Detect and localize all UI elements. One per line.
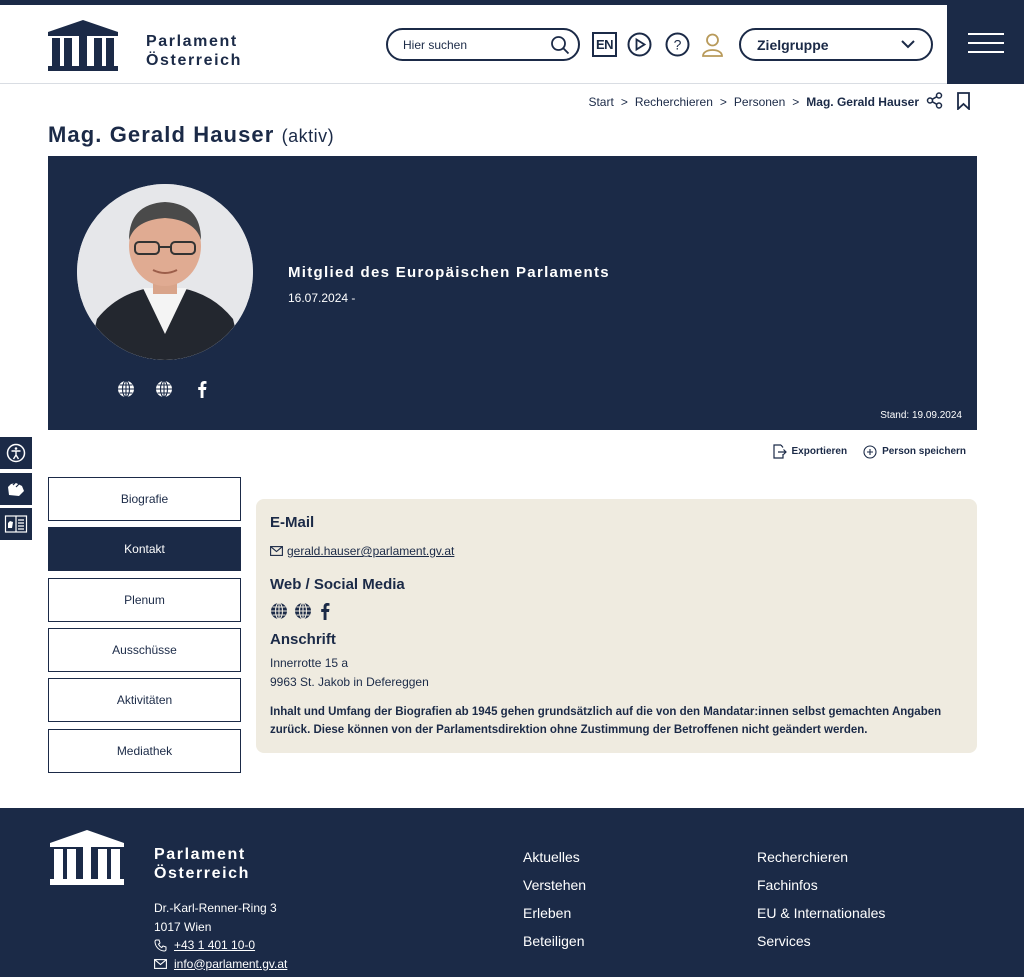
breadcrumb <box>588 95 919 109</box>
svg-text:?: ? <box>673 36 682 53</box>
footer-email-row <box>154 955 287 974</box>
facebook-icon[interactable] <box>318 602 332 620</box>
sign-language-icon <box>4 477 28 501</box>
tab-mediathek[interactable]: Mediathek <box>48 729 241 773</box>
language-switch-button[interactable]: EN <box>592 32 617 57</box>
footer-street: Dr.-Karl-Renner-Ring 3 <box>154 901 277 915</box>
audience-dropdown-label: Zielgruppe <box>757 37 829 53</box>
web-social-links <box>270 602 332 620</box>
breadcrumb-separator: > <box>719 95 727 109</box>
footer-phone-row <box>154 936 287 955</box>
sign-language-button[interactable] <box>0 473 32 505</box>
search-box <box>386 28 580 61</box>
globe-icon[interactable] <box>155 380 173 398</box>
parliament-logo[interactable] <box>46 18 120 72</box>
tab-aktivitaeten[interactable]: Aktivitäten <box>48 678 241 722</box>
breadcrumb-start[interactable]: Start <box>588 95 614 109</box>
breadcrumb-recherchieren[interactable]: Recherchieren <box>634 95 713 109</box>
bookmark-icon[interactable] <box>955 92 972 110</box>
save-person-label: Person speichern <box>882 446 966 457</box>
footer-nav-column-2 <box>757 843 885 955</box>
hero-social-links <box>117 380 211 398</box>
envelope-icon <box>154 959 167 969</box>
person-actions <box>772 444 967 459</box>
menu-button[interactable] <box>947 0 1024 84</box>
menu-icon-line <box>968 42 1004 44</box>
accessibility-icon <box>4 441 28 465</box>
biography-disclaimer: Inhalt und Umfang der Biografien ab 1945 gehen grundsätzlich auf die von den Mandatar:innen selbst gemachten Angaben zurück. Diese können von der Parlamentsdirektion ohne Zustimmung der Betroffenen nicht geändert werden. <box>270 706 942 736</box>
person-name: Mag. Gerald Hauser <box>48 122 275 147</box>
accessibility-button[interactable] <box>0 437 32 469</box>
footer-link-erleben[interactable]: Erleben <box>523 905 572 921</box>
tab-ausschuesse[interactable]: Ausschüsse <box>48 628 241 672</box>
email-link[interactable]: gerald.hauser@parlament.gv.at <box>287 544 455 558</box>
footer-address <box>154 899 287 973</box>
web-social-heading: Web / Social Media <box>270 576 405 593</box>
site-footer <box>0 808 1024 977</box>
address-heading: Anschrift <box>270 631 336 648</box>
footer-parliament-logo[interactable] <box>48 828 126 886</box>
brand-line-2: Österreich <box>146 52 243 69</box>
breadcrumb-separator: > <box>620 95 628 109</box>
menu-icon-line <box>968 51 1004 53</box>
page-tools <box>926 92 972 110</box>
search-input[interactable] <box>403 37 543 53</box>
footer-link-aktuelles[interactable]: Aktuelles <box>523 849 580 865</box>
footer-phone-link[interactable]: +43 1 401 10-0 <box>174 938 256 952</box>
tab-biografie[interactable]: Biografie <box>48 477 241 521</box>
chevron-down-icon <box>901 40 915 49</box>
person-photo <box>77 184 253 360</box>
portrait-image <box>77 184 253 360</box>
person-status: (aktiv) <box>281 126 335 146</box>
plus-circle-icon <box>863 445 877 459</box>
tab-kontakt[interactable]: Kontakt <box>48 527 241 571</box>
footer-link-fachinfos[interactable]: Fachinfos <box>757 877 818 893</box>
email-heading: E-Mail <box>270 514 315 531</box>
footer-link-eu-internationales[interactable]: EU & Internationales <box>757 905 886 921</box>
tab-plenum[interactable]: Plenum <box>48 578 241 622</box>
contact-card <box>256 499 977 753</box>
brand-name[interactable] <box>146 32 242 70</box>
address-line-2: 9963 St. Jakob in Defereggen <box>270 675 429 689</box>
email-row <box>270 544 454 558</box>
footer-link-services[interactable]: Services <box>757 933 811 949</box>
menu-icon <box>968 33 1004 35</box>
easy-language-icon <box>4 512 28 536</box>
footer-brand-line-2: Österreich <box>154 865 251 882</box>
easy-language-button[interactable] <box>0 508 32 540</box>
footer-city: 1017 Wien <box>154 919 212 934</box>
footer-nav-column-1 <box>523 843 586 955</box>
role-since-date: 16.07.2024 - <box>288 291 356 305</box>
export-button[interactable] <box>772 444 848 459</box>
person-role: Mitglied des Europäischen Parlaments <box>288 264 610 281</box>
save-person-button[interactable] <box>863 444 966 459</box>
footer-brand <box>154 845 250 883</box>
export-label: Exportieren <box>791 446 848 457</box>
globe-icon[interactable] <box>270 602 288 620</box>
phone-icon <box>154 939 167 952</box>
audience-dropdown[interactable] <box>739 28 933 61</box>
search-icon[interactable] <box>550 35 570 55</box>
play-icon[interactable] <box>627 32 652 57</box>
footer-link-recherchieren[interactable]: Recherchieren <box>757 849 849 865</box>
site-header <box>0 5 1024 84</box>
globe-icon[interactable] <box>117 380 135 398</box>
export-icon <box>772 444 787 459</box>
footer-email-link[interactable]: info@parlament.gv.at <box>174 956 288 971</box>
facebook-icon[interactable] <box>193 380 211 398</box>
share-icon[interactable] <box>926 92 943 109</box>
breadcrumb-current: Mag. Gerald Hauser <box>806 95 919 109</box>
brand-line-1: Parlament <box>146 33 238 50</box>
breadcrumb-separator: > <box>792 95 800 109</box>
footer-link-beteiligen[interactable]: Beteiligen <box>523 933 585 949</box>
address-line-1: Innerrotte 15 a <box>270 656 349 670</box>
help-icon[interactable] <box>665 32 690 57</box>
user-icon[interactable] <box>700 32 725 57</box>
person-hero <box>48 156 977 430</box>
stand-date: Stand: 19.09.2024 <box>880 410 962 421</box>
footer-brand-line-1: Parlament <box>154 846 246 863</box>
breadcrumb-personen[interactable]: Personen <box>733 95 786 109</box>
envelope-icon <box>270 546 283 556</box>
globe-icon[interactable] <box>294 602 312 620</box>
page-title <box>48 122 334 148</box>
footer-link-verstehen[interactable]: Verstehen <box>523 877 587 893</box>
